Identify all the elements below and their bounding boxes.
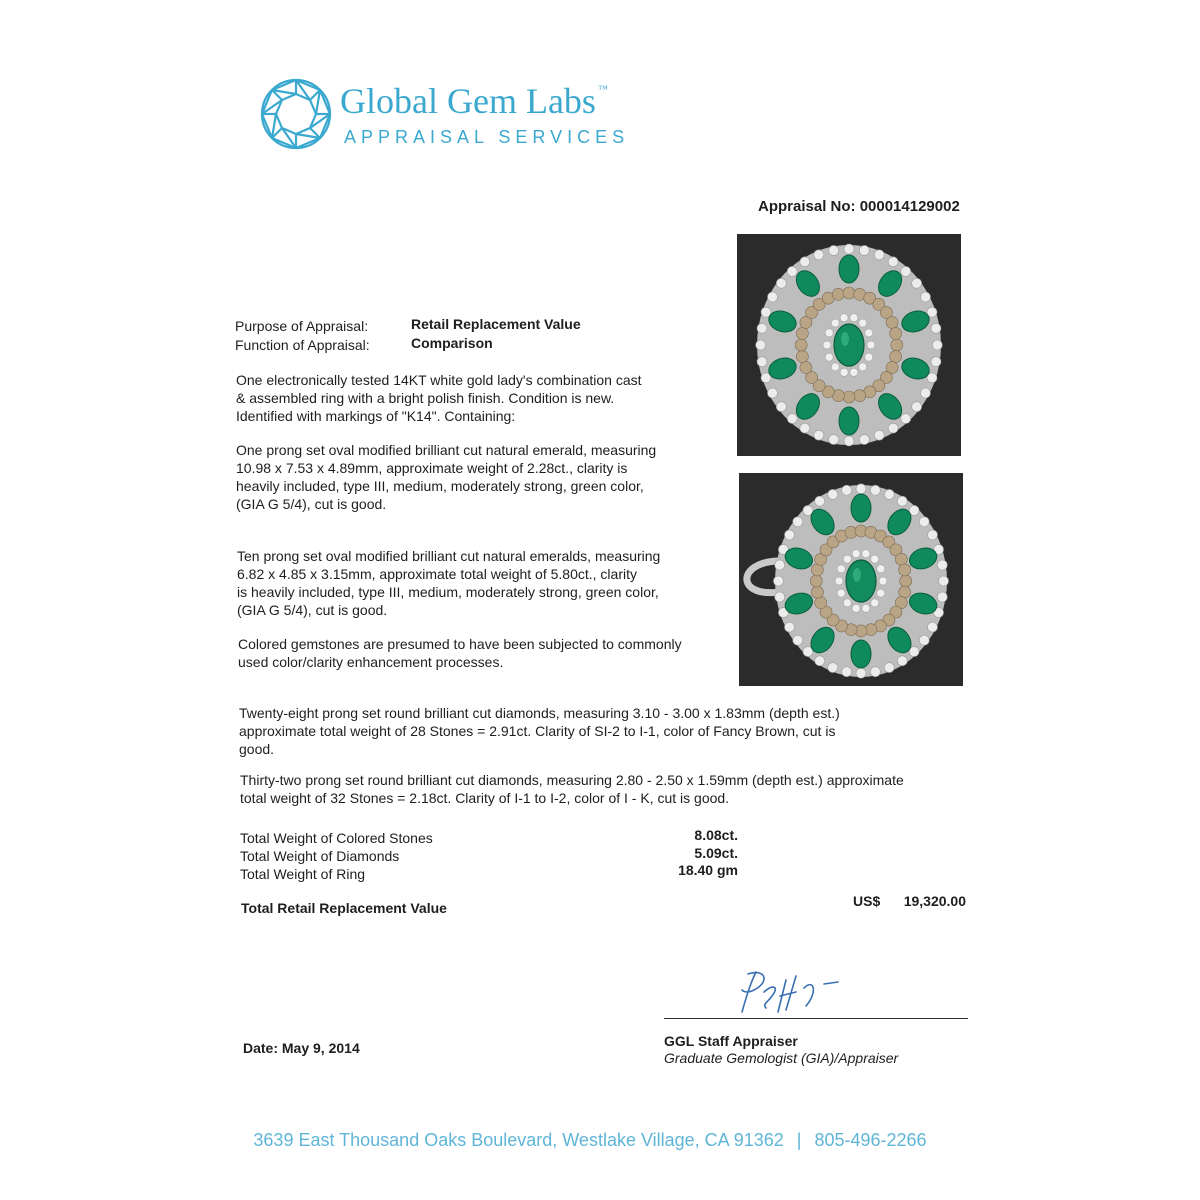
diamond-stone <box>837 565 845 573</box>
ring-photo-top <box>737 234 961 456</box>
ring-photo-angle <box>739 473 963 686</box>
text-line: & assembled ring with a bright polish finish. Condition is new. <box>236 390 615 406</box>
emerald-highlight <box>841 332 849 346</box>
purpose-value: Retail Replacement Value <box>411 316 581 332</box>
diamond-stone <box>884 663 894 673</box>
diamond-stone <box>901 414 911 424</box>
diamond-stone <box>874 430 884 440</box>
brand-name: Global Gem Labs ™ <box>340 81 608 121</box>
colored-stones-note <box>238 635 728 671</box>
diamond-stone <box>931 357 941 367</box>
diamond-stone <box>871 555 879 563</box>
center-emerald-paragraph <box>236 441 716 513</box>
diamond-stone <box>757 357 767 367</box>
diamond-stone <box>823 341 831 349</box>
diamond-stone <box>815 496 825 506</box>
text-line: (GIA G 5/4), cut is good. <box>236 496 387 512</box>
retail-value-label: Total Retail Replacement Value <box>241 900 447 916</box>
brown-diamond <box>899 564 911 576</box>
text-line: 10.98 x 7.53 x 4.89mm, approximate weight of 2.28ct., clarity is <box>236 460 628 476</box>
brown-diamonds-paragraph <box>239 704 959 758</box>
diamond-stone <box>888 423 898 433</box>
diamond-stone <box>776 278 786 288</box>
text-line: Identified with markings of "K14". Containing: <box>236 408 516 424</box>
brown-diamond <box>810 575 822 587</box>
emerald-stone <box>851 640 871 668</box>
brown-diamond <box>854 390 866 402</box>
footer-contact <box>0 1130 1180 1151</box>
diamond-stone <box>785 530 795 540</box>
diamond-stone <box>897 656 907 666</box>
brown-diamond <box>843 391 855 403</box>
diamond-stone <box>859 319 867 327</box>
appraiser-title: GGL Staff Appraiser <box>664 1033 798 1049</box>
diamond-stone <box>844 436 854 446</box>
diamond-stone <box>920 388 930 398</box>
diamond-stone <box>932 340 942 350</box>
brand-tagline: APPRAISAL SERVICES <box>344 127 630 147</box>
diamond-stone <box>859 363 867 371</box>
purpose-label: Purpose of Appraisal: <box>235 318 369 334</box>
brown-diamond <box>886 316 898 328</box>
diamond-stone <box>835 577 843 585</box>
footer-separator: | <box>796 1130 802 1150</box>
text-line: is heavily included, type III, medium, moderately strong, green color, <box>237 584 659 600</box>
diamond-stone <box>837 589 845 597</box>
diamond-stone <box>937 560 947 570</box>
diamond-stone <box>825 329 833 337</box>
function-label: Function of Appraisal: <box>235 337 370 353</box>
center-emerald <box>846 560 876 602</box>
brown-diamond <box>832 288 844 300</box>
brown-diamond <box>796 351 808 363</box>
diamond-stone <box>800 423 810 433</box>
brown-diamond <box>843 287 855 299</box>
text-line: One electronically tested 14KT white gold lady's combination cast <box>236 372 642 388</box>
text-line: One prong set oval modified brilliant cut natural emerald, measuring <box>236 442 657 458</box>
diamond-stone <box>828 663 838 673</box>
gem-logo-icon <box>258 76 334 152</box>
center-emerald <box>834 324 864 366</box>
diamond-stone <box>927 530 937 540</box>
diamond-stone <box>815 656 825 666</box>
diamond-stone <box>927 622 937 632</box>
brown-diamond <box>795 339 807 351</box>
diamond-stone <box>937 592 947 602</box>
brown-diamond <box>891 339 903 351</box>
trademark: ™ <box>597 84 608 95</box>
diamond-stone <box>871 599 879 607</box>
text-line: Twenty-eight prong set round brilliant cut diamonds, measuring 3.10 - 3.00 x 1.83mm (depth est.) <box>239 705 840 721</box>
total-colored-label: Total Weight of Colored Stones <box>240 830 433 846</box>
appraisal-date: Date: May 9, 2014 <box>243 1040 360 1056</box>
diamond-stone <box>814 250 824 260</box>
diamond-stone <box>862 550 870 558</box>
diamond-stone <box>840 314 848 322</box>
appraiser-credential: Graduate Gemologist (GIA)/Appraiser <box>664 1050 899 1066</box>
diamond-stone <box>877 565 885 573</box>
diamond-stone <box>897 496 907 506</box>
diamond-stone <box>888 257 898 267</box>
text-line: used color/clarity enhancement processes. <box>238 654 504 670</box>
diamond-stone <box>859 245 869 255</box>
total-ring-value: 18.40 gm <box>678 862 738 878</box>
emerald-stone <box>851 494 871 522</box>
diamond-stone <box>856 668 866 678</box>
text-line: approximate total weight of 28 Stones = 2.91ct. Clarity of SI-2 to I-1, color of Fancy Brown, cut is <box>239 723 836 739</box>
diamond-stone <box>912 278 922 288</box>
diamond-stone <box>859 435 869 445</box>
total-diamonds-value: 5.09ct. <box>694 845 738 861</box>
diamond-stone <box>877 589 885 597</box>
diamond-stone <box>939 576 949 586</box>
diamond-stone <box>787 266 797 276</box>
diamond-stone <box>852 550 860 558</box>
function-value: Comparison <box>411 335 493 351</box>
diamond-stone <box>919 635 929 645</box>
diamond-stone <box>828 489 838 499</box>
diamond-stone <box>768 292 778 302</box>
diamond-stone <box>843 599 851 607</box>
diamond-stone <box>840 368 848 376</box>
diamond-stone <box>919 517 929 527</box>
diamond-stone <box>912 402 922 412</box>
text-line: total weight of 32 Stones = 2.18ct. Clarity of I-1 to I-2, color of I - K, cut is good. <box>240 790 730 806</box>
brown-diamond <box>899 586 911 598</box>
emerald-stone <box>839 407 859 435</box>
ten-emeralds-paragraph <box>237 547 717 619</box>
text-line: Ten prong set oval modified brilliant cut natural emeralds, measuring <box>237 548 661 564</box>
text-line: (GIA G 5/4), cut is good. <box>237 602 388 618</box>
diamond-stone <box>825 353 833 361</box>
diamond-stone <box>856 484 866 494</box>
diamond-stone <box>775 560 785 570</box>
diamond-stone <box>879 577 887 585</box>
emerald-stone <box>839 255 859 283</box>
diamond-stone <box>867 341 875 349</box>
diamond-stone <box>800 257 810 267</box>
emerald-highlight <box>853 568 861 582</box>
diamond-stone <box>920 292 930 302</box>
diamond-stone <box>842 667 852 677</box>
diamond-stone <box>785 622 795 632</box>
brown-diamond <box>900 575 912 587</box>
diamond-stone <box>931 323 941 333</box>
total-colored-value: 8.08ct. <box>694 827 738 843</box>
footer-address: 3639 East Thousand Oaks Boulevard, Westlake Village, CA 91362 <box>253 1130 784 1150</box>
diamond-stone <box>852 604 860 612</box>
diamond-stone <box>850 368 858 376</box>
brown-diamond <box>800 362 812 374</box>
brown-diamond <box>890 327 902 339</box>
diamond-stone <box>843 555 851 563</box>
diamond-stone <box>829 435 839 445</box>
text-line: 6.82 x 4.85 x 3.15mm, approximate total weight of 5.80ct., clarity <box>237 566 637 582</box>
diamond-stone <box>814 430 824 440</box>
diamond-stone <box>831 363 839 371</box>
signature-scribble-icon <box>726 962 846 1020</box>
diamond-stone <box>865 329 873 337</box>
white-diamonds-paragraph <box>240 771 970 807</box>
intro-paragraph <box>236 371 716 425</box>
diamond-stone <box>768 388 778 398</box>
diamond-stone <box>874 250 884 260</box>
brown-diamond <box>811 586 823 598</box>
diamond-stone <box>831 319 839 327</box>
diamond-stone <box>775 592 785 602</box>
text-line: Thirty-two prong set round brilliant cut diamonds, measuring 2.80 - 2.50 x 1.59mm (depth est.) approximate <box>240 772 904 788</box>
diamond-stone <box>842 485 852 495</box>
diamond-stone <box>756 340 766 350</box>
diamond-stone <box>793 517 803 527</box>
diamond-stone <box>776 402 786 412</box>
total-ring-label: Total Weight of Ring <box>240 866 366 882</box>
diamond-stone <box>793 635 803 645</box>
signature-line <box>664 1018 968 1019</box>
diamond-stone <box>773 576 783 586</box>
total-diamonds-label: Total Weight of Diamonds <box>240 848 400 864</box>
diamond-stone <box>787 414 797 424</box>
diamond-stone <box>844 244 854 254</box>
diamond-stone <box>829 245 839 255</box>
diamond-stone <box>870 485 880 495</box>
brown-diamond <box>890 351 902 363</box>
diamond-stone <box>865 353 873 361</box>
brown-diamond <box>811 564 823 576</box>
diamond-stone <box>757 323 767 333</box>
text-line: heavily included, type III, medium, moderately strong, green color, <box>236 478 644 494</box>
diamond-stone <box>884 489 894 499</box>
brown-diamond <box>895 553 907 565</box>
retail-value: 19,320.00 <box>903 893 966 909</box>
diamond-stone <box>862 604 870 612</box>
brown-diamond <box>815 597 827 609</box>
footer-phone: 805-496-2266 <box>814 1130 927 1150</box>
appraisal-number: Appraisal No: 000014129002 <box>758 198 960 215</box>
text-line: good. <box>239 741 275 757</box>
text-line: Colored gemstones are presumed to have been subjected to commonly <box>238 636 682 652</box>
currency-label: US$ <box>853 893 881 909</box>
brown-diamond <box>796 327 808 339</box>
diamond-stone <box>850 314 858 322</box>
diamond-stone <box>901 266 911 276</box>
diamond-stone <box>870 667 880 677</box>
